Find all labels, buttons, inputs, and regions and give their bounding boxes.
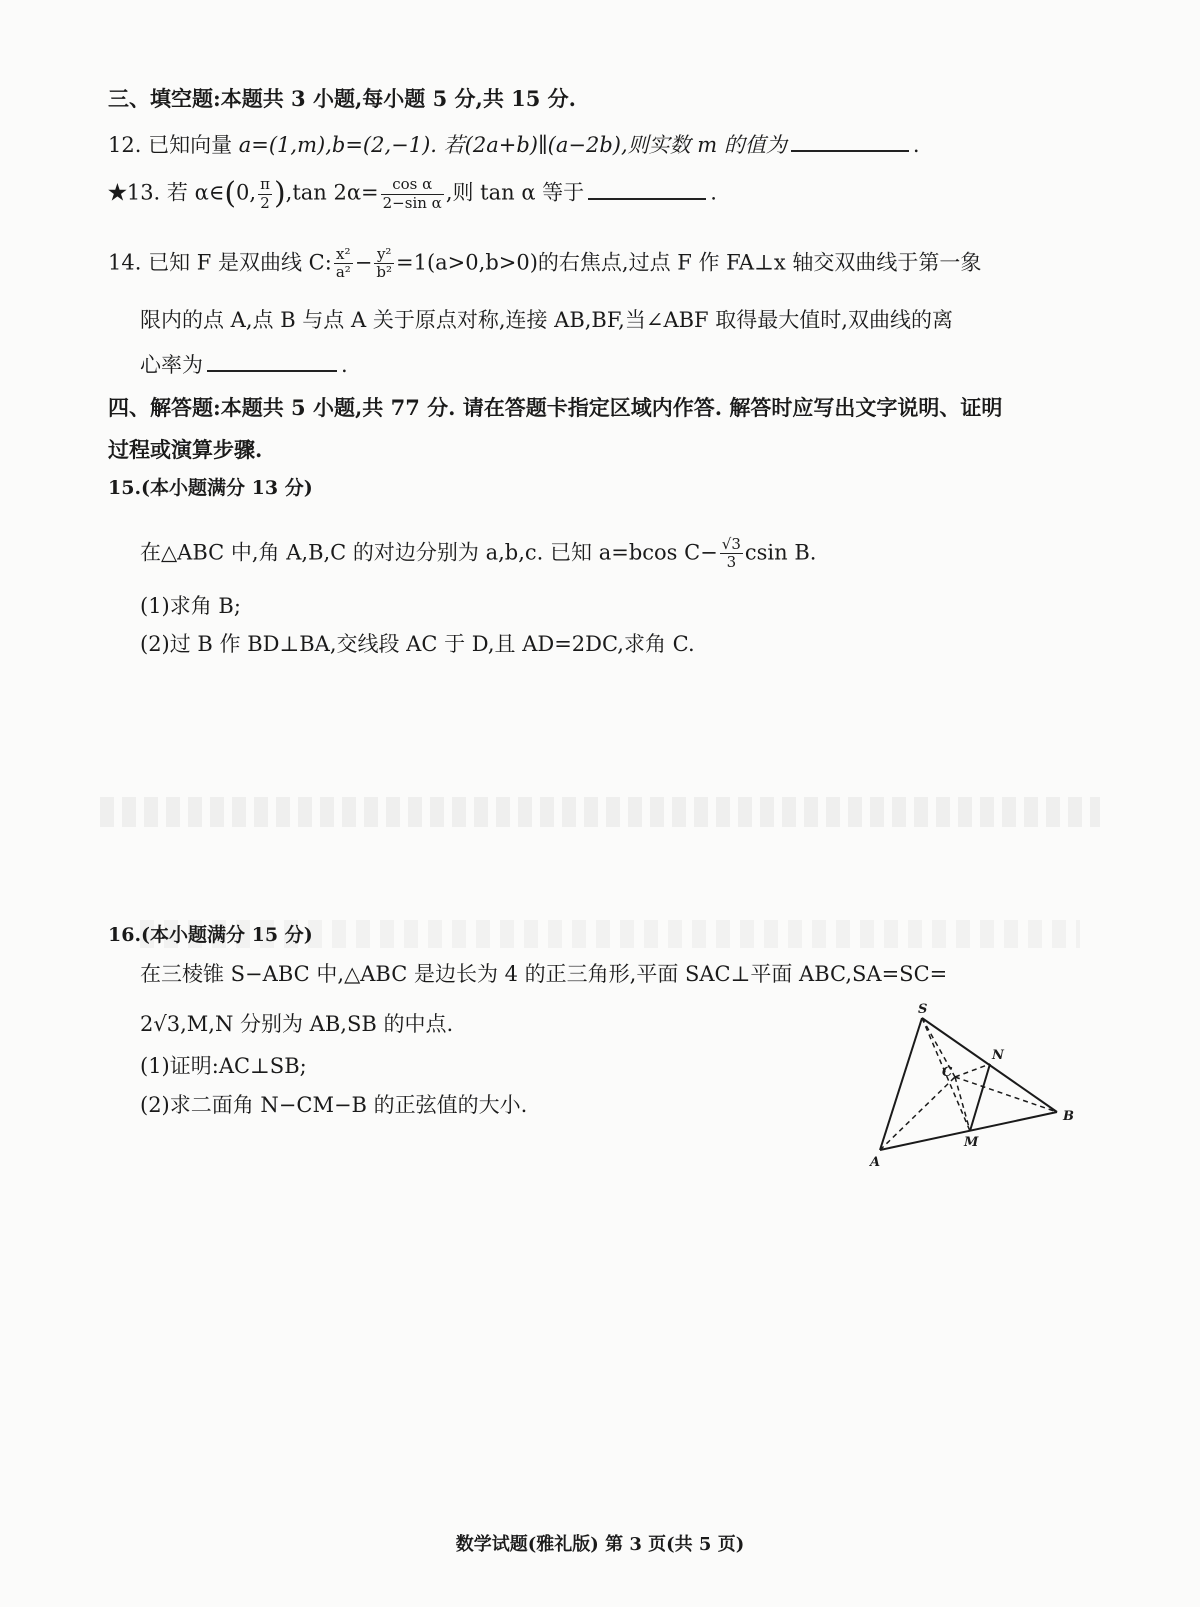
q14-minus: − (354, 250, 373, 275)
label-C: C (942, 1065, 953, 1080)
edge-MN (970, 1064, 990, 1131)
q14-end: . (341, 353, 348, 377)
edge-CN (955, 1064, 990, 1077)
q13-prefix: 13. 若 α∈ (126, 180, 225, 205)
q14-y2: y² (374, 246, 394, 264)
question-13 (108, 176, 717, 212)
edge-CB (955, 1077, 1057, 1112)
bleed-through-mark (100, 797, 1100, 827)
q13-fraction (381, 176, 444, 212)
q13-answer-blank[interactable] (588, 180, 706, 200)
q14-prefix: 14. 已知 F 是双曲线 C: (108, 250, 332, 275)
q14-x2: x² (334, 246, 353, 264)
q14-line1-rest: =1(a>0,b>0)的右焦点,过点 F 作 FA⊥x 轴交双曲线于第一象 (396, 250, 982, 275)
q13-rparen: ) (273, 176, 286, 211)
question-14-line1 (108, 246, 981, 282)
q14-a2: a² (335, 263, 351, 282)
question-14-line2: 限内的点 A,点 B 与点 A 关于原点对称,连接 AB,BF,当∠ABF 取得最大值时,双曲线的离 (140, 308, 953, 332)
star-icon: ★ (108, 179, 127, 205)
question-14-line3 (140, 352, 348, 378)
q15-stem-b: csin B. (744, 540, 817, 565)
q15-stem (140, 536, 816, 572)
question-12 (108, 132, 920, 158)
q14-b2: b² (376, 263, 393, 282)
label-M: M (964, 1135, 979, 1150)
q15-sqrt3: √3 (721, 535, 741, 553)
q12-number: 12. 已知向量 (108, 133, 239, 157)
section3-heading: 三、填空题:本题共 3 小题,每小题 5 分,共 15 分. (108, 86, 576, 111)
q14-answer-blank[interactable] (207, 352, 337, 372)
q12-end: . (912, 133, 920, 157)
q15-header: 15.(本小题满分 13 分) (108, 477, 313, 499)
q13-suffix: ,则 tan α 等于 (445, 180, 585, 205)
q14-frac-y (374, 246, 394, 282)
q13-two: 2 (260, 193, 270, 212)
q16-part2: (2)求二面角 N−CM−B 的正弦值的大小. (140, 1093, 528, 1117)
q13-end: . (710, 180, 717, 205)
page-footer: 数学试题(雅礼版) 第 3 页(共 5 页) (455, 1534, 745, 1555)
q16-line2: 2√3,M,N 分别为 AB,SB 的中点. (140, 1012, 454, 1036)
q15-fraction (720, 536, 743, 572)
q14-frac-x (334, 246, 353, 282)
edge-CM (955, 1077, 970, 1131)
q14-line3-text: 心率为 (140, 353, 203, 377)
q13-lparen: ( (224, 176, 237, 211)
q15-part1: (1)求角 B; (140, 594, 241, 618)
q13-mid: ,tan 2α= (285, 180, 379, 205)
q15-three: 3 (726, 553, 737, 572)
q15-part2: (2)过 B 作 BD⊥BA,交线段 AC 于 D,且 AD=2DC,求角 C. (140, 632, 695, 656)
q13-frac-num: cos α (381, 176, 444, 194)
q15-stem-a: 在△ABC 中,角 A,B,C 的对边分别为 a,b,c. 已知 a=bcos C− (140, 540, 718, 565)
label-N: N (992, 1048, 1004, 1063)
q16-part1: (1)证明:AC⊥SB; (140, 1054, 307, 1078)
label-B: B (1063, 1109, 1074, 1124)
q13-pi: π (260, 175, 270, 194)
q12-stem: a=(1,m),b=(2,−1). 若(2a+b)∥(a−2b),则实数 m 的值为 (238, 133, 787, 157)
label-A: A (870, 1155, 881, 1170)
pyramid-figure (862, 1000, 1092, 1175)
q16-line1: 在三棱锥 S−ABC 中,△ABC 是边长为 4 的正三角形,平面 SAC⊥平面 ABC,SA=SC= (140, 962, 948, 986)
section4-heading-line2: 过程或演算步骤. (108, 437, 263, 462)
q13-pi-over-2 (258, 176, 272, 212)
q13-frac-den: 2−sin α (382, 193, 442, 212)
q12-answer-blank[interactable] (791, 132, 909, 152)
q16-header: 16.(本小题满分 15 分) (108, 924, 313, 946)
label-S: S (918, 1002, 928, 1017)
q13-interval-start: 0, (236, 180, 257, 205)
section4-heading-line1: 四、解答题:本题共 5 小题,共 77 分. 请在答题卡指定区域内作答. 解答时应写出文字说明、证明 (108, 395, 1003, 420)
